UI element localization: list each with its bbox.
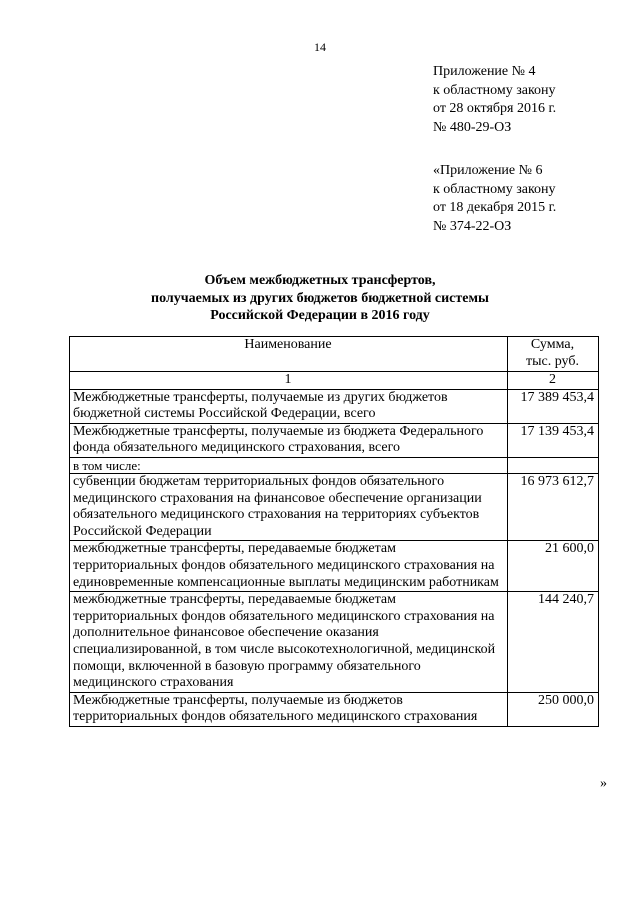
document-title bbox=[0, 272, 640, 325]
title-line: Объем межбюджетных трансфертов, bbox=[204, 273, 436, 288]
row-amount bbox=[508, 457, 599, 473]
annex-6-line: от 18 декабря 2015 г. bbox=[433, 200, 557, 215]
row-name: Межбюджетные трансферты, получаемые из бюджетов территориальных фондов обязательного медицинского страхования bbox=[70, 692, 508, 726]
header-amount-line: тыс. руб. bbox=[526, 353, 579, 369]
row-name: Межбюджетные трансферты, получаемые из бюджета Федерального фонда обязательного медицинского страхования, всего bbox=[70, 423, 508, 457]
column-number: 1 bbox=[70, 372, 508, 390]
header-amount-line: Сумма, bbox=[530, 337, 575, 352]
row-name: межбюджетные трансферты, передаваемые бюджетам территориальных фондов обязательного медицинского страхования на единовременные компенсационные выплаты медицинским работникам bbox=[70, 541, 508, 592]
table-row bbox=[70, 457, 599, 473]
row-name: субвенции бюджетам территориальных фондов обязательного медицинского страхования на финансовое обеспечение организации обязательного медицинского страхования на территориях субъектов Российской Федерации bbox=[70, 473, 508, 540]
closing-quote: » bbox=[600, 776, 607, 791]
annex-4-reference bbox=[433, 63, 556, 137]
page-number: 14 bbox=[314, 40, 326, 54]
table-row bbox=[70, 541, 599, 592]
annex-4-line: Приложение № 4 bbox=[433, 64, 536, 79]
row-amount: 17 389 453,4 bbox=[508, 389, 599, 423]
row-amount: 16 973 612,7 bbox=[508, 473, 599, 540]
transfers-table bbox=[69, 336, 599, 727]
table-row bbox=[70, 692, 599, 726]
header-amount bbox=[508, 337, 599, 372]
column-number-row bbox=[70, 372, 599, 390]
table-header-row bbox=[70, 337, 599, 372]
row-amount: 17 139 453,4 bbox=[508, 423, 599, 457]
annex-4-line: № 480-29-ОЗ bbox=[433, 119, 512, 135]
row-amount: 250 000,0 bbox=[508, 692, 599, 726]
header-name: Наименование bbox=[70, 337, 508, 372]
annex-6-line: к областному закону bbox=[433, 181, 556, 197]
title-line: получаемых из других бюджетов бюджетной системы bbox=[151, 290, 489, 306]
title-line: Российской Федерации в 2016 году bbox=[210, 308, 430, 323]
row-name: межбюджетные трансферты, передаваемые бюджетам территориальных фондов обязательного медицинского страхования на дополнительное финансовое обеспечение оказания специализированной, в том числе высокотехнологичной, медицинской помощи, включенной в базовую программу обязательного медицинского страхования bbox=[70, 592, 508, 693]
table-row bbox=[70, 389, 599, 423]
row-amount: 144 240,7 bbox=[508, 592, 599, 693]
row-name: в том числе: bbox=[70, 457, 508, 473]
row-amount: 21 600,0 bbox=[508, 541, 599, 592]
annex-6-line: «Приложение № 6 bbox=[433, 163, 543, 178]
row-name: Межбюджетные трансферты, получаемые из других бюджетов бюджетной системы Российской Федерации, всего bbox=[70, 389, 508, 423]
table-row bbox=[70, 592, 599, 693]
annex-4-line: к областному закону bbox=[433, 82, 556, 98]
annex-6-line: № 374-22-ОЗ bbox=[433, 218, 512, 234]
table-row bbox=[70, 423, 599, 457]
annex-4-line: от 28 октября 2016 г. bbox=[433, 101, 557, 116]
table-row bbox=[70, 473, 599, 540]
column-number: 2 bbox=[508, 372, 599, 390]
annex-6-reference bbox=[433, 162, 556, 236]
